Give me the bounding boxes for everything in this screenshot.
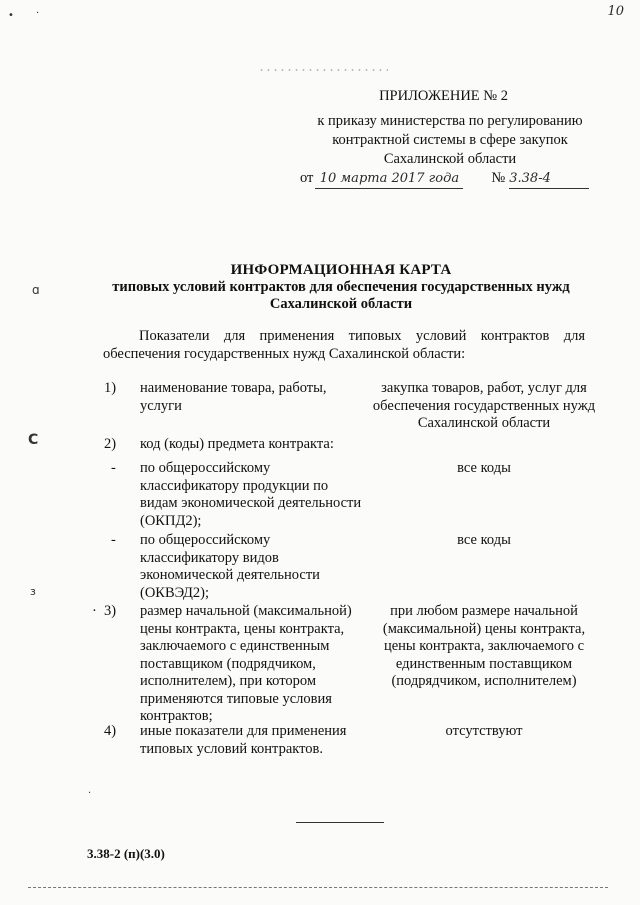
scan-edge-line [28,887,608,888]
item-label: по общероссийскому классификатору продукции по видам экономической деятельности (ОКПД2); [140,460,362,529]
document-code: 3.38-2 (п)(3.0) [87,846,165,861]
item-value: при любом размере начальной (максимальной) цены контракта, цены контракта, заключаемого с единственным поставщиком (подрядчиком, исполнителем) [382,603,586,689]
annex-line: к приказу министерства по регулированию [317,113,583,129]
title-line: Сахалинской области [269,296,413,312]
order-line [300,169,600,189]
scan-mark: ɑ [32,283,40,297]
title-line: типовых условий контрактов для обеспечения государственных нужд [112,279,570,295]
from-label: от [300,170,314,186]
item-number: 2) [104,436,117,452]
handwritten-number: 3.38-4 [509,169,589,189]
intro-paragraph: Показатели для применения типовых условий контрактов для обеспечения государственных нужд Сахалинской области: [103,328,585,362]
annex-title: ПРИЛОЖЕНИЕ № 2 [379,88,508,104]
item-value: все коды [457,532,511,548]
scan-speck: · [36,8,40,19]
title-main: ИНФОРМАЦИОННАЯ КАРТА [230,262,452,278]
item-number: 1) [104,380,117,396]
number-label: № [491,170,506,186]
item-label: наименование товара, работы, услуги [140,380,327,414]
item-value: отсутствуют [445,723,523,739]
separator-line [296,822,384,823]
page-number: 10 [607,4,624,19]
document-title [60,262,622,313]
item-value: все коды [457,460,511,476]
handwritten-date: 10 марта 2017 года [315,169,463,189]
scan-speck: · [92,603,97,619]
item-bullet: - [111,532,116,548]
scan-mark: C [28,432,39,448]
scan-speck: · [88,788,92,799]
annex-block [300,87,600,189]
scan-noise [258,68,388,72]
item-bullet: - [111,460,116,476]
item-number: 4) [104,723,117,739]
item-number: 3) [104,603,117,619]
annex-line: контрактной системы в сфере закупок [332,132,568,148]
annex-line: Сахалинской области [383,151,517,167]
item-label: иные показатели для применения типовых условий контрактов. [140,723,347,757]
item-value: закупка товаров, работ, услуг для обеспечения государственных нужд Сахалинской области [372,380,596,431]
item-label: размер начальной (максимальной) цены контракта, цены контракта, заключаемого с единственным поставщиком (подрядчиком, исполнителем), при котором применяются типовые условия контрактов; [140,603,352,724]
item-label: код (коды) предмета контракта: [140,436,334,452]
scan-mark: ɜ [30,585,36,598]
scan-speck: • [8,10,14,21]
item-label: по общероссийскому классификатору видов экономической деятельности (ОКВЭД2); [140,532,320,601]
